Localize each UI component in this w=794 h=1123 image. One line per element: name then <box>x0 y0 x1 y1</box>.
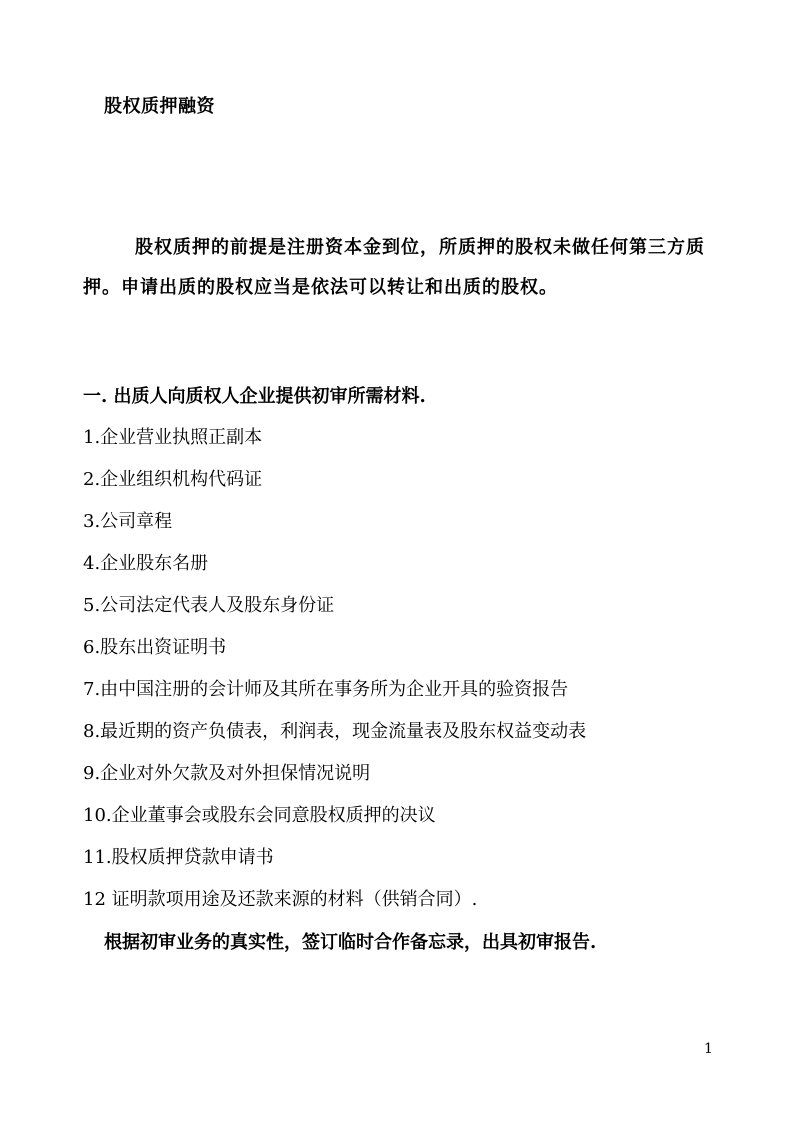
list-item: 5.公司法定代表人及股东身份证 <box>83 595 335 616</box>
list-item: 4.企业股东名册 <box>83 553 209 574</box>
list-item: 10.企业董事会或股东会同意股权质押的决议 <box>83 805 436 826</box>
materials-list <box>83 425 586 929</box>
section-heading: 一. 出质人向质权人企业提供初审所需材料. <box>83 386 426 407</box>
list-item: 7.由中国注册的会计师及其所在事务所为企业开具的验资报告 <box>83 679 569 700</box>
list-item: 1.企业营业执照正副本 <box>83 427 263 448</box>
intro-paragraph: 股权质押的前提是注册资本金到位，所质押的股权未做任何第三方质押。申请出质的股权应当是依法可以转让和出质的股权。 <box>83 237 705 298</box>
page-number: 1 <box>704 1041 713 1057</box>
list-item: 9.企业对外欠款及对外担保情况说明 <box>83 763 371 784</box>
document-title: 股权质押融资 <box>104 96 215 117</box>
conclusion-paragraph: 根据初审业务的真实性，签订临时合作备忘录，出具初审报告. <box>104 932 597 953</box>
list-item: 12 证明款项用途及还款来源的材料（供销合同）. <box>83 889 478 910</box>
list-item: 3.公司章程 <box>83 511 173 532</box>
list-item: 2.企业组织机构代码证 <box>83 469 263 490</box>
list-item: 8.最近期的资产负债表，利润表，现金流量表及股东权益变动表 <box>83 721 587 742</box>
list-item: 11.股权质押贷款申请书 <box>83 847 274 868</box>
list-item: 6.股东出资证明书 <box>83 637 227 658</box>
